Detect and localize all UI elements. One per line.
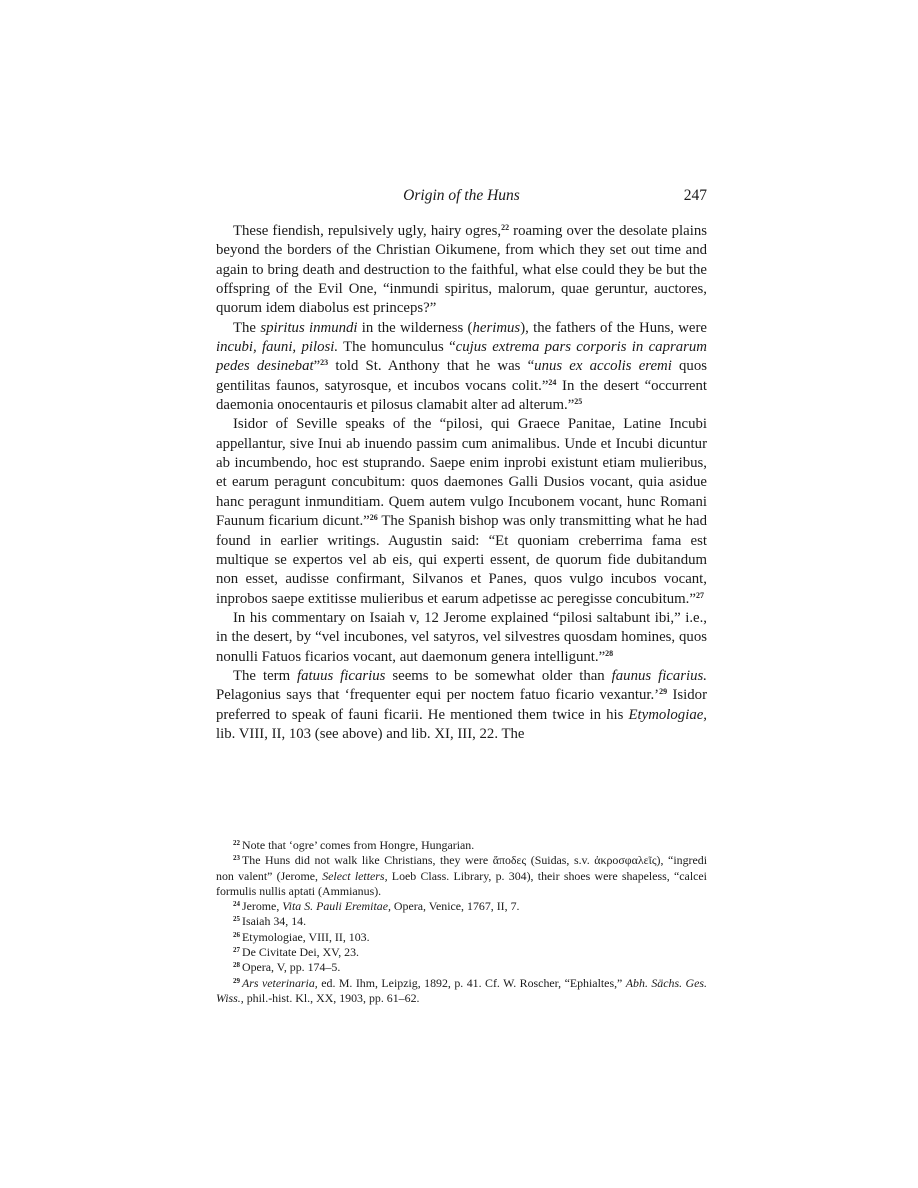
footnote-number: 28 (233, 961, 240, 970)
running-head: Origin of the Huns (403, 187, 520, 204)
footnote-marker: 25 (574, 397, 583, 407)
footnote: $^{26}$ Etymologiae, VIII, II, 103. (233, 929, 370, 944)
footnote-number: 25 (233, 915, 240, 924)
footnote-number: 22 (233, 839, 240, 847)
page-header (216, 187, 707, 211)
page-number: 247 (683, 187, 707, 204)
footnote-marker: 29 (659, 687, 668, 697)
greek-text: ἄποδες (492, 853, 527, 868)
footnote-marker: 22 (501, 223, 510, 232)
footnote: $^{25}$ Isaiah 34, 14. (233, 914, 307, 929)
footnote: $^{28}$ Opera, V, pp. 174–5. (233, 960, 341, 975)
footnote: $^{24}$ Jerome, Vita S. Pauli Eremitae, Opera, Venice, 1767, II, 7. (233, 899, 520, 914)
footnote-number: 26 (233, 930, 240, 939)
footnote: $^{27}$ De Civitate Dei, XV, 23. (233, 945, 360, 960)
footnote: $^{23}$ The Huns did not walk like Christians, they were ἄποδες (Suidas, s.v. ἀκροσφαλεῖς), “ingredi non valent” (Jerome, Select letters, Loeb Class. Library, p. 304), their shoes were shapeless, “calcei formulis nullis aptati (Ammianus). (216, 853, 707, 898)
paragraph: In his commentary on Isaiah v, 12 Jerome explained “pilosi saltabunt ibi,” i.e., in the desert, by “vel incubones, vel satyros, vel silvestres quosdam homines, quos nonulli Fatuos ficarios vocant, aut daemonum genera intelligunt.”$^{28}$ (216, 609, 707, 665)
body-text (216, 222, 707, 744)
footnote-number: 27 (233, 946, 240, 955)
footnote-marker: 26 (369, 513, 378, 523)
footnote-marker: 23 (320, 358, 329, 368)
paragraph: The term fatuus ficarius seems to be somewhat older than faunus ficarius. Pelagonius says that ‘frequenter equi per noctem fatuo ficario vexantur.’$^{29}$ Isidor preferred to speak of fauni ficarii. He mentioned them twice in his Etymologiae, lib. VIII, II, 103 (see above) and lib. XI, III, 22. The (216, 667, 707, 742)
footnote-marker: 24 (548, 377, 557, 387)
paragraph: Isidor of Seville speaks of the “pilosi, qui Graece Panitae, Latine Incubi appellantur, sive Inui ab inuendo passim cum animalibus. Unde et Incubi dicuntur ab incumbendo, hoc est stuprando. Saepe enim inprobi existunt etiam mulieribus, et earum peragunt concubitum: quos daemones Galli Dusios vocant, quia asidue hanc peragunt inmunditiam. Quem autem vulgo Incubonem vocant, hunc Romani Faunum ficarium dicunt.”$^{26}$ The Spanish bishop was only transmitting what he had found in earlier writings. Augustin said: “Et quoniam creberrima fama est multique se expertos vel ab eis, qui experti essent, de quorum fide dubitandum non esset, audisse confirmant, Silvanos et Panes, quos vulgo incubos vocant, inprobos saepe extitisse mulieribus et earum adpetisse ac peregisse concubitum.”$^{27}$ (216, 416, 707, 607)
footnote-number: 23 (233, 854, 240, 863)
footnote-number: 24 (233, 900, 240, 909)
footnote-number: 29 (233, 976, 240, 985)
footnotes (216, 838, 707, 1006)
paragraph: The spiritus inmundi in the wilderness (herimus), the fathers of the Huns, were incubi, fauni, pilosi. The homunculus “cujus extrema pars corporis in caprarum pedes desinebat”$^{23}$ told St. Anthony that he was “unus ex accolis eremi quos gentilitas faunos, satyrosque, et incubos vocans colit.”$^{24}$ In the desert “occurrent daemonia onocentauris et pilosus clamabit alter ad alterum.”$^{25}$ (216, 319, 708, 414)
footnote-marker: 28 (605, 648, 614, 658)
paragraph: These fiendish, repulsively ugly, hairy ogres,$^{22}$ roaming over the desolate plains beyond the borders of the Christian Oikumene, from which they set out time and again to bring death and destruction to the faithful, what else could they be but the offspring of the Evil One, “inmundi spiritus, malorum, quae geruntur, auctores, quorum idem diabolus est princeps?” (216, 223, 707, 317)
footnote-marker: 27 (695, 590, 704, 600)
greek-text: ἀκροσφαλεῖς (594, 853, 657, 868)
footnote: $^{29}$ Ars veterinaria, ed. M. Ihm, Leipzig, 1892, p. 41. Cf. W. Roscher, “Ephialtes,” Abh. Sächs. Ges. Wiss., phil.-hist. Kl., XX, 1903, pp. 61–62. (216, 975, 707, 1005)
footnote: $^{22}$ Note that ‘ogre’ comes from Hongre, Hungarian. (233, 838, 475, 852)
